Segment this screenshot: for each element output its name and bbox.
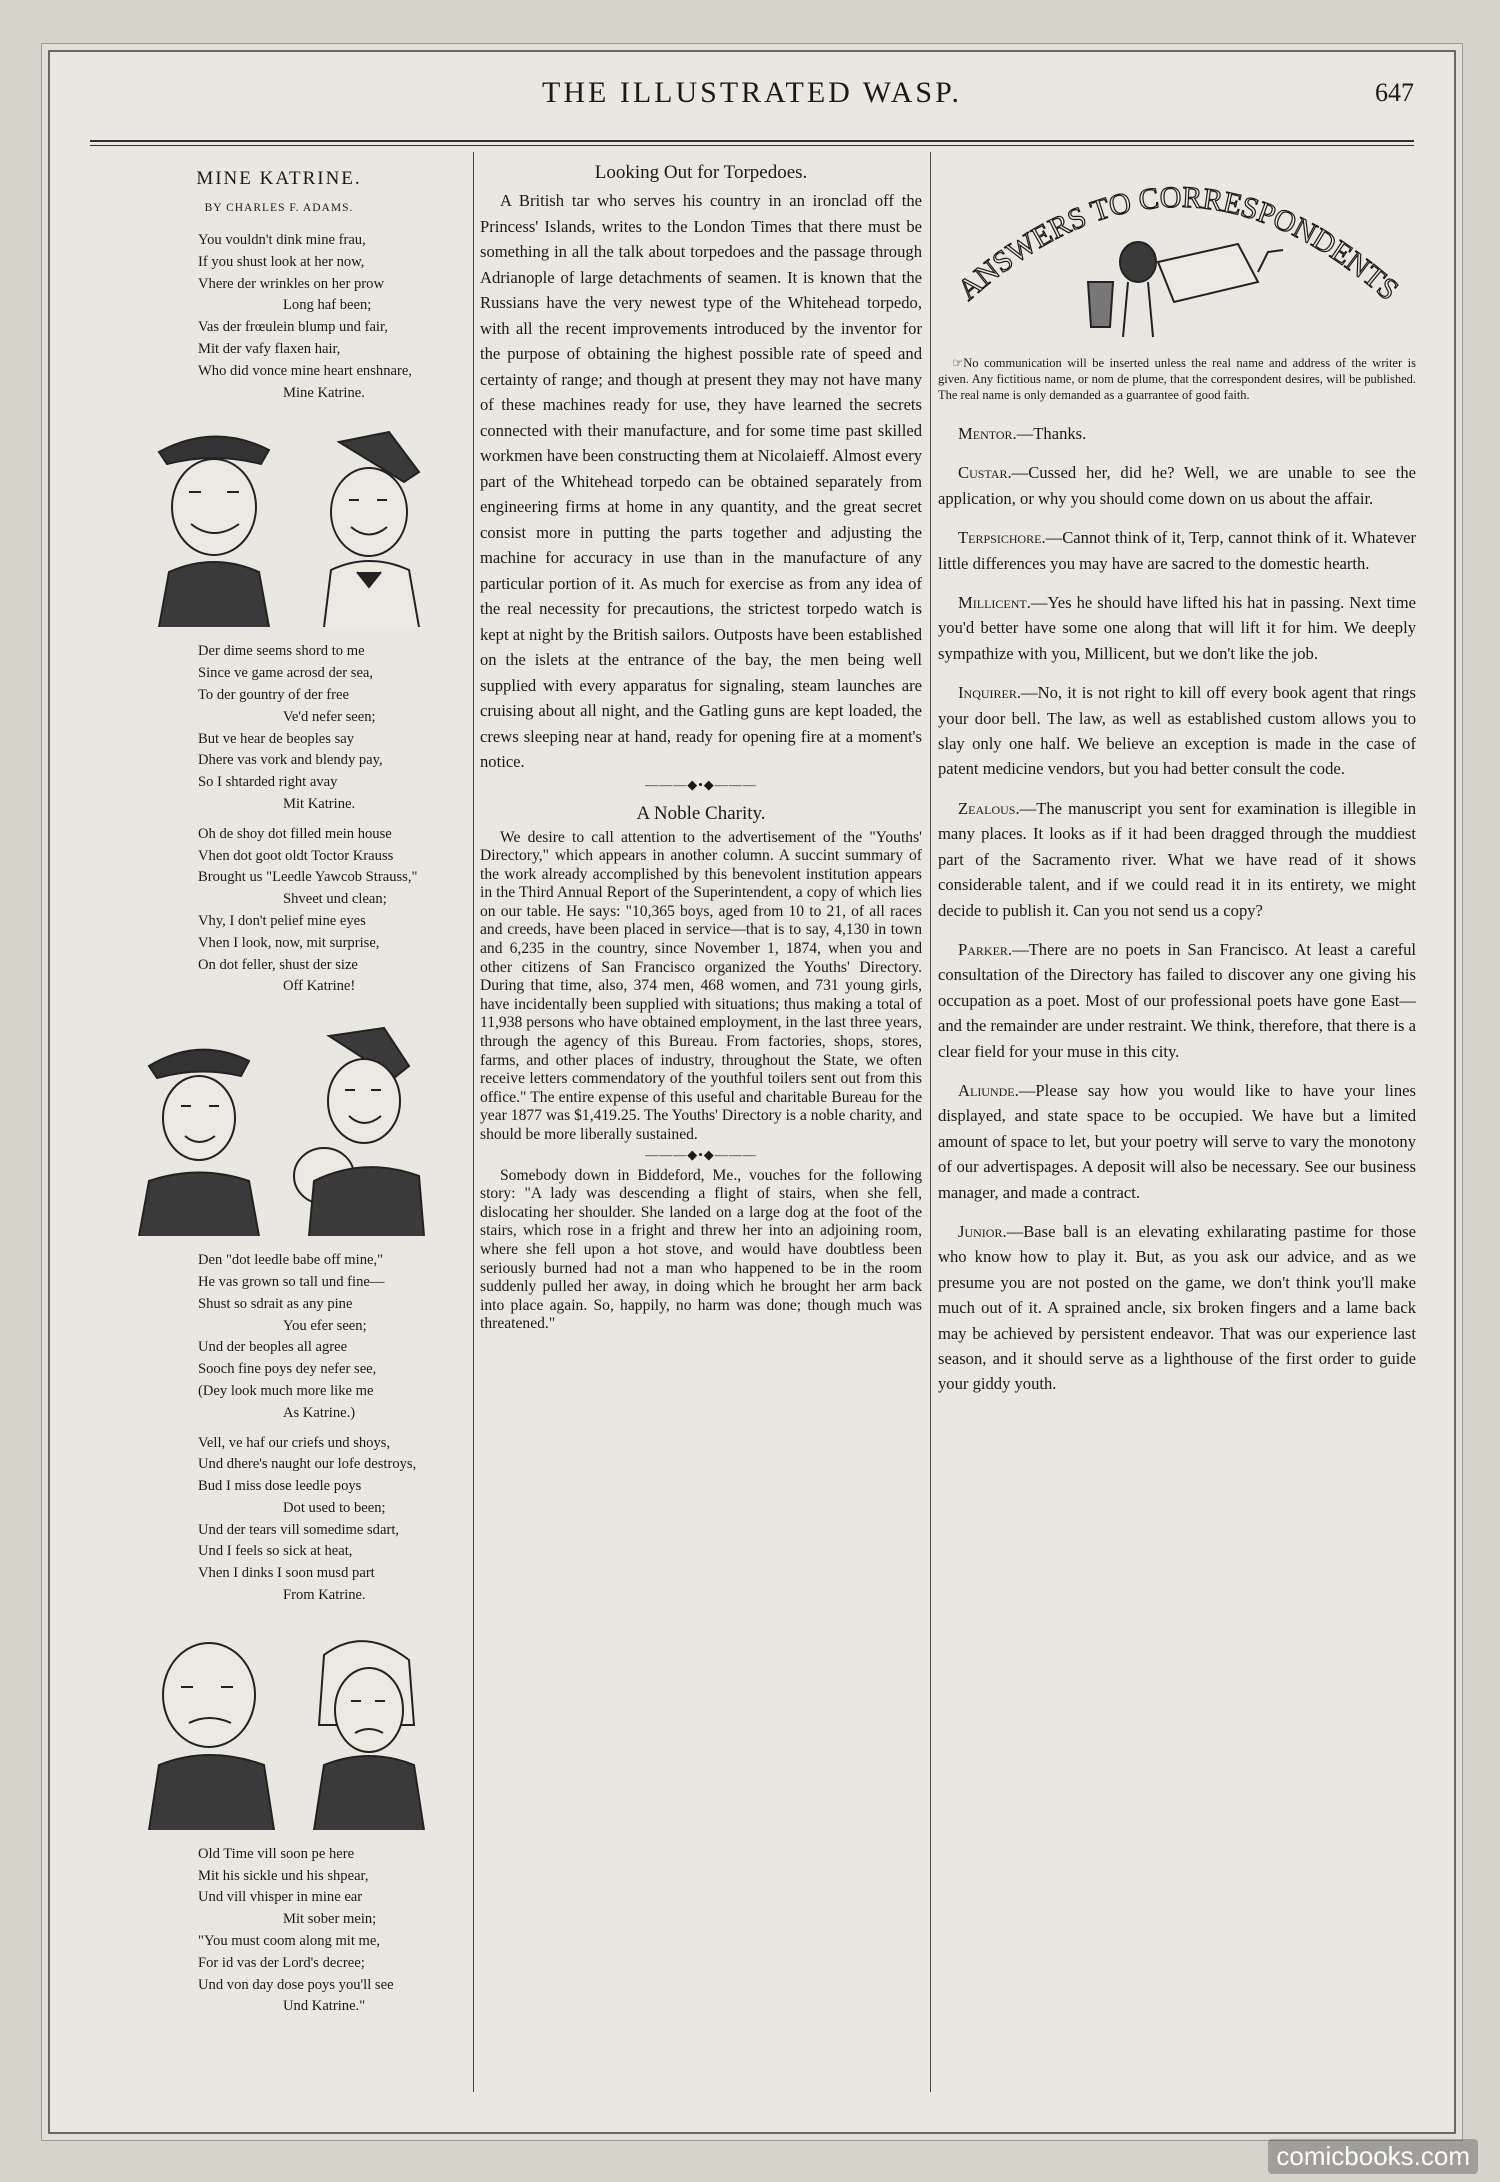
poem-line: Vhen I dinks I soon musd part xyxy=(198,1565,375,1582)
article-body-charity: We desire to call attention to the advertisement of the "Youths' Directory," which appears in another column. A succint summary of the work already accomplished by this benevolent institution appears in the Third Annual Report of the Superintendent, a copy of which lies on our table. He says: "10,365 boys, aged from 10 to 21, of all races and creeds, have been placed in service—that is to say, 4,130 in town and 6,235 in the country, since November 1, 1874, when you and other citizens of San Francisco organized the Youths' Directory. During that time, also, 374 men, 468 women, and 731 young girls, have incidentally been supplied with situations; thus making a total of 11,938 persons who have obtained employment, in the last three years, through the agency of this Bureau. From factories, shops, stores, farms, and other places of industry, throughout the State, we often receive letters commendatory of the youthful toilers sent out from this office." The entire expense of this useful and charitable Bureau for the year 1877 was $1,419.25. The Youths' Directory is a noble charity, and should be more liberally sustained. xyxy=(480,828,922,1143)
poem-line: Und I feels so sick at heat, xyxy=(198,1543,353,1560)
answer-name: Mentor. xyxy=(958,424,1017,443)
answer-text: —No, it is not right to kill off every book agent that rings your door bell. The law, as well as established custom allows you to slay only one half. We believe an exception is made in the case of patent medicine vendors, but you had better consult the code. xyxy=(938,683,1416,779)
illustration-couple-with-baby xyxy=(119,1006,439,1236)
answer-name: Inquirer. xyxy=(958,683,1022,703)
poem-line: Dot used to been; xyxy=(283,1499,386,1516)
poem-line: To der gountry of der free xyxy=(198,686,349,703)
poem-line: Und von day dose poys you'll see xyxy=(198,1976,394,1993)
poem-line: Vell, ve haf our criefs und shoys, xyxy=(198,1434,391,1451)
answer-text: —Yes he should have lifted his hat in passing. Next time you'd better have some one along that will lift it for him. We deeply sympathize with you, Millicent, but we don't like the job. xyxy=(938,593,1416,663)
poem-line: Shust so sdrait as any pine xyxy=(198,1295,353,1312)
answer-item xyxy=(938,937,1416,1064)
answer-name: Zealous. xyxy=(958,798,1020,818)
answer-text: —The manuscript you sent for examination is illegible in many places. It looks as if it had been dragged through the muddiest part of the Sacramento river. What we have read of it shows considerable talent, and if we could read it in its entirety, we might decide to publish it. Can you not send us a copy? xyxy=(938,798,1416,920)
poem-line: Und der beoples all agree xyxy=(198,1339,348,1356)
article-body-biddeford: Somebody down in Biddeford, Me., vouches for the following story: "A lady was descending a flight of stairs, when she fell, dislocating her shoulder. She landed on a large dog at the foot of the stairs, which rose in a fright and threw her into an adjoining room, where she fell upon a hot stove, and would have doubtless been seriously burned had not a man who happened to be in the room suddenly pulled her away, in doing which he brought her arm back into place again. So, happily, no harm was done; though much was threatened." xyxy=(480,1166,922,1333)
article-title-charity: A Noble Charity. xyxy=(636,802,766,824)
poem-column xyxy=(90,152,468,2092)
header-rule-thin xyxy=(90,145,1414,146)
header-rule xyxy=(90,140,1414,142)
poem-line: On dot feller, shust der size xyxy=(198,956,358,973)
poem-line: (Dey look much more like me xyxy=(198,1382,374,1399)
answers-heading-illustration xyxy=(938,152,1416,342)
answers-notice: ☞No communication will be inserted unless the real name and address of the writer is given. Any fictitious name, or nom de plume, that the correspondent desires, will be published. The real name is only demanded as a guarrantee of good faith. xyxy=(938,356,1416,402)
poem-line: Vhen I look, now, mit surprise, xyxy=(198,934,380,951)
poem-line: If you shust look at her now, xyxy=(198,253,365,270)
page-number: 647 xyxy=(1375,78,1414,107)
poem-line: Who did vonce mine heart enshnare, xyxy=(198,362,412,379)
answer-name: Custar. xyxy=(958,463,1012,483)
masthead-title: THE ILLUSTRATED WASP. xyxy=(542,76,962,109)
poem-stanza xyxy=(198,824,468,998)
section-ornament: ———◆•◆——— xyxy=(645,776,757,792)
article-title-torpedoes: Looking Out for Torpedoes. xyxy=(594,162,808,183)
answer-text: —Base ball is an elevating exhilarating pastime for those who know how to play it. But, as you ask our advice, and as we presume you are not posted on the game, we don't think you'll make much out of it. A sprained ancle, six broken fingers and a lame back may be achieved by persistent endeavor. That was our experience last season, and it should serve as a lighthouse of the first order to guide your giddy youth. xyxy=(938,1221,1416,1394)
poem-line: Der dime seems shord to me xyxy=(198,643,365,660)
poem-line: From Katrine. xyxy=(283,1587,366,1604)
poem-line: Und vill vhisper in mine ear xyxy=(198,1889,363,1906)
answer-text: —Please say how you would like to have your lines displayed, and state space to be occupied. We have but a limited amount of space to let, but your poetry will serve to vary the monotony of our advertispages. A deposit will also be necessary. See our business manager, and made a contract. xyxy=(938,1080,1416,1202)
answers-column xyxy=(938,152,1416,2092)
poem-stanza xyxy=(198,641,468,815)
answers-heading: ANSWERS TO CORRESPONDENTS xyxy=(951,180,1405,307)
poem-line: Und der tears vill somedime sdart, xyxy=(198,1521,400,1538)
poem-line: So I shtarded right avay xyxy=(198,774,338,791)
article-body-torpedoes: A British tar who serves his country in an ironclad off the Princess' Islands, writes to the London Times that there must be something in all the talk about torpedoes and the passage through Adrianople of large detachments of seamen. It is known that the Russians have the very newest type of the Whitehead torpedo, with all the recent improvements introduced by the inventor for the purpose of obtaining the highest possible rate of speed and certainty of range; and though at present they may not have many of these machines ready for use, they have learned the secrets connected with their manufacture, and for some time past skilled workmen have been constructing them at Nicolaieff. Almost every part of the Whitehead torpedo can be obtained separately from engineering firms at home in any quantity, and the great secret consist more in putting the parts together and adjusting the machine for accuracy in use than in the manufacture of any particular portion of it. As much for exercise as from any idea of the real necessity for precautions, the strictest torpedo watch is kept at night by the British sailors. Outposts have been established on the islets at the entrance of the bay, the men being well supplied with every apparatus for signaling, steam launches are cruising about all night, and the Gatling guns are kept loaded, the crews sleeping near at hand, ready for opening fire at a moment's notice. xyxy=(480,191,922,771)
poem-line: Mit Katrine. xyxy=(283,795,356,812)
poem-stanza xyxy=(198,1250,468,1424)
answer-name: Terpsichore. xyxy=(958,528,1046,548)
poem-line: Vas der frœulein blump und fair, xyxy=(198,319,388,336)
answer-item xyxy=(938,1078,1416,1205)
answer-item xyxy=(938,680,1416,782)
poem-line: Long haf been; xyxy=(283,297,372,314)
column-divider xyxy=(930,152,931,2092)
section-ornament: ———◆•◆——— xyxy=(645,1146,757,1162)
answer-item xyxy=(938,460,1416,511)
poem-line: But ve hear de beoples say xyxy=(198,730,355,747)
poem-line: Mit der vafy flaxen hair, xyxy=(198,340,341,357)
newspaper-page xyxy=(48,50,1456,2134)
articles-column xyxy=(480,152,922,2092)
poem-line: You vouldn't dink mine frau, xyxy=(198,232,366,248)
poem-line: Since ve game acrosd der sea, xyxy=(198,665,374,682)
answer-text: —There are no poets in San Francisco. At least a careful consultation of the Directory has failed to discover any one giving his occupation as a poet. Most of our professional poets have gone East—and the remainder are under restraint. We think, therefore, that there is a clear field for your muse in this city. xyxy=(938,939,1416,1061)
poem-line: Sooch fine poys dey nefer see, xyxy=(198,1361,377,1378)
poem-line: Vhen dot goot oldt Toctor Krauss xyxy=(198,847,394,864)
poem-stanza xyxy=(198,1844,468,2018)
answer-name: Parker. xyxy=(958,939,1013,959)
poem-line: Mit sober mein; xyxy=(283,1911,377,1928)
poem-title: MINE KATRINE. xyxy=(196,168,362,189)
poem-line: Bud I miss dose leedle poys xyxy=(198,1478,362,1495)
poem-line: Vhere der wrinkles on her prow xyxy=(198,275,385,292)
answer-name: Millicent. xyxy=(958,593,1031,613)
illustration-young-couple xyxy=(119,412,439,627)
poem-line: You efer seen; xyxy=(283,1317,367,1334)
poem-line: For id vas der Lord's decree; xyxy=(198,1954,365,1971)
poem-line: Mit his sickle und his shpear, xyxy=(198,1867,369,1884)
poem-line: "You must coom along mit me, xyxy=(198,1933,381,1950)
poem-stanza xyxy=(198,1433,468,1607)
poem-line: Vhy, I don't pelief mine eyes xyxy=(198,912,366,929)
answer-name: Junior. xyxy=(958,1221,1007,1241)
page-header xyxy=(50,76,1454,132)
answer-name: Aliunde. xyxy=(958,1080,1019,1100)
answer-item xyxy=(938,421,1416,446)
answer-text: —Cussed her, did he? Well, we are unable to see the application, or why you should come down on us about the affair. xyxy=(938,463,1416,508)
poem-line: Shveet und clean; xyxy=(283,891,387,908)
site-watermark: comicbooks.com xyxy=(1268,2139,1478,2174)
poem-line: Dhere vas vork and blendy pay, xyxy=(198,752,383,769)
poem-byline: BY CHARLES F. ADAMS. xyxy=(204,202,354,214)
answer-item xyxy=(938,1219,1416,1397)
poem-line: Und Katrine." xyxy=(283,1998,366,2015)
poem-line: As Katrine.) xyxy=(283,1404,356,1421)
illustration-elderly-couple xyxy=(119,1615,439,1830)
answer-item xyxy=(938,590,1416,666)
poem-line: Off Katrine! xyxy=(283,978,356,995)
column-divider xyxy=(473,152,474,2092)
poem-stanza xyxy=(198,230,468,404)
poem-line: Brought us "Leedle Yawcob Strauss," xyxy=(198,869,418,886)
poem-line: Und dhere's naught our lofe destroys, xyxy=(198,1456,417,1473)
poem-line: Old Time vill soon pe here xyxy=(198,1845,355,1862)
poem-line: Ve'd nefer seen; xyxy=(283,708,376,725)
answer-text: —Cannot think of it, Terp, cannot think of it. Whatever little differences you may have are sacred to the domestic hearth. xyxy=(938,528,1416,573)
poem-line: He vas grown so tall und fine— xyxy=(198,1273,385,1290)
poem-line: Oh de shoy dot filled mein house xyxy=(198,825,392,842)
answer-text: —Thanks. xyxy=(1016,424,1087,443)
answer-item xyxy=(938,525,1416,576)
answer-item xyxy=(938,796,1416,923)
poem-line: Den "dot leedle babe off mine," xyxy=(198,1252,384,1269)
poem-line: Mine Katrine. xyxy=(283,384,365,401)
